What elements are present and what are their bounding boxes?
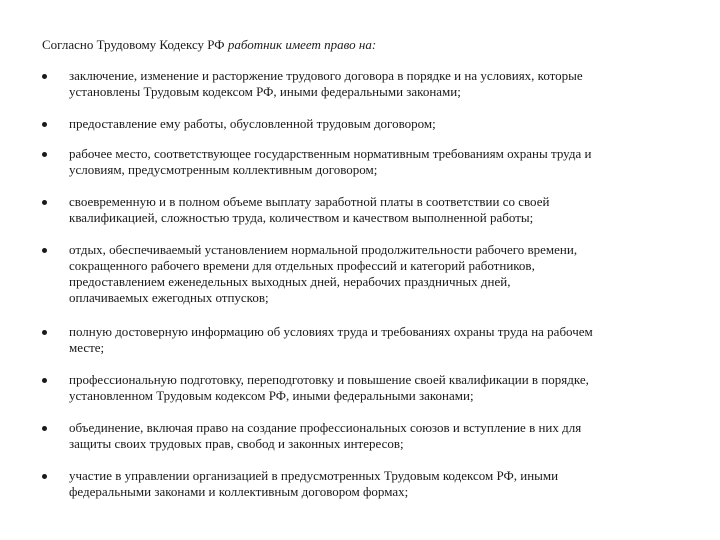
list-item-text [69, 324, 689, 356]
bullet-icon [42, 122, 47, 127]
list-item-line: условиям, предусмотренным коллективным договором; [69, 162, 378, 177]
list-item-line: профессиональную подготовку, переподготовку и повышение своей квалификации в порядке, [69, 372, 589, 387]
list-item-line: заключение, изменение и расторжение трудового договора в порядке и на условиях, которые [69, 68, 583, 83]
list-item-line: защиты своих трудовых прав, свобод и законных интересов; [69, 436, 404, 451]
list-item-line: сокращенного рабочего времени для отдельных профессий и категорий работников, [69, 258, 535, 273]
intro-emphasis: работник имеет право на: [227, 37, 377, 52]
bullet-icon [42, 200, 47, 205]
list-item-text [69, 468, 689, 500]
list-item-line: предоставление ему работы, обусловленной трудовым договором; [69, 116, 436, 131]
list-item-line: федеральными законами и коллективным договором формах; [69, 484, 409, 499]
list-item-line: рабочее место, соответствующее государственным нормативным требованиям охраны труда и [69, 146, 592, 161]
list-item-line: установленном Трудовым кодексом РФ, иными федеральными законами; [69, 388, 474, 403]
list-item-line: отдых, обеспечиваемый установлением нормальной продолжительности рабочего времени, [69, 242, 578, 257]
bullet-icon [42, 378, 47, 383]
bullet-icon [42, 330, 47, 335]
list-item-line: установлены Трудовым кодексом РФ, иными федеральными законами; [69, 84, 461, 99]
list-item-line: объединение, включая право на создание профессиональных союзов и вступление в них для [69, 420, 582, 435]
list-item-text [69, 116, 689, 132]
list-item-line: участие в управлении организацией в предусмотренных Трудовым кодексом РФ, иными [69, 468, 559, 483]
list-item-text [69, 194, 689, 226]
list-item-line: месте; [69, 340, 105, 355]
bullet-icon [42, 152, 47, 157]
list-item-line: полную достоверную информацию об условиях труда и требованиях охраны труда на рабочем [69, 324, 593, 339]
list-item-text [69, 68, 689, 100]
bullet-icon [42, 426, 47, 431]
list-item-line: квалификацией, сложностью труда, количеством и качеством выполненной работы; [69, 210, 534, 225]
bullet-icon [42, 474, 47, 479]
bullet-icon [42, 74, 47, 79]
intro-sentence [42, 36, 376, 53]
list-item-text [69, 242, 689, 306]
list-item-text [69, 372, 689, 404]
list-item-text [69, 146, 689, 178]
list-item-line: оплачиваемых ежегодных отпусков; [69, 290, 269, 305]
bullet-icon [42, 248, 47, 253]
list-item-line: предоставлением еженедельных выходных дней, нерабочих праздничных дней, [69, 274, 511, 289]
intro-prefix: Согласно Трудовому Кодексу РФ [42, 37, 228, 52]
list-item-line: своевременную и в полном объеме выплату заработной платы в соответствии со своей [69, 194, 550, 209]
list-item-text [69, 420, 689, 452]
